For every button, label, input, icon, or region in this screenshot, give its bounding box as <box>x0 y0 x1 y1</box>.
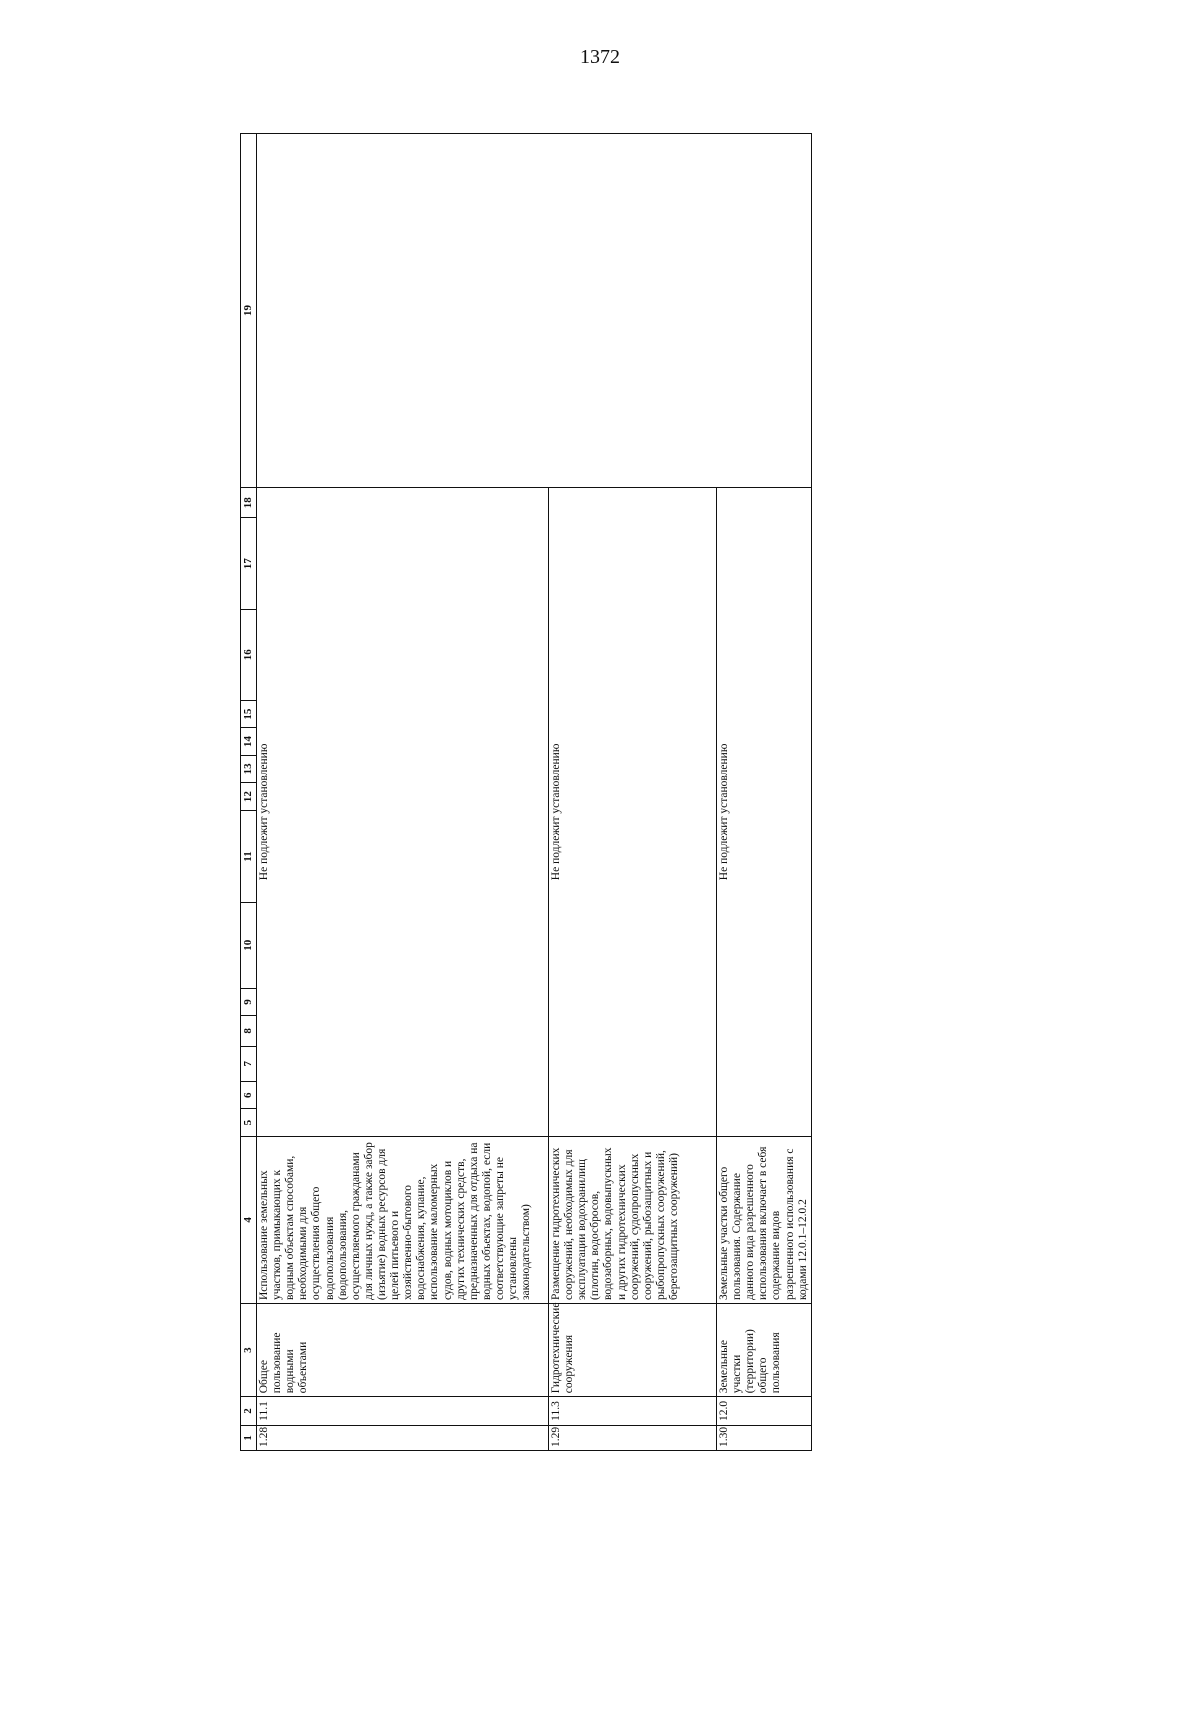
header-cell: 13 <box>241 755 257 782</box>
use-description: Размещение гидротехнических сооружений, необходимых для эксплуатации водохранилищ (плотин, водосбросов, водозаборных, водовыпускных и других гидротехнических сооружений, судопропускных сооружений, рыбозащитных и рыбопропускных сооружений, берегозащитных сооружений) <box>549 1136 717 1303</box>
header-cell: 7 <box>241 1046 257 1081</box>
row-number: 1.30 <box>717 1425 812 1450</box>
header-cell: 12 <box>241 782 257 810</box>
use-name: Земельные участки (территории) общего пользования <box>717 1304 812 1397</box>
header-cell: 17 <box>241 518 257 609</box>
not-applicable-note: Не подлежит установлению <box>717 488 812 1137</box>
header-cell: 8 <box>241 1016 257 1046</box>
header-row <box>241 134 257 1451</box>
header-cell: 18 <box>241 488 257 518</box>
header-cell: 1 <box>241 1425 257 1450</box>
column-19-cell <box>257 134 812 488</box>
use-name: Общее пользование водными объектами <box>257 1304 549 1397</box>
header-cell: 4 <box>241 1136 257 1303</box>
header-cell: 6 <box>241 1082 257 1109</box>
use-code: 11.3 <box>549 1397 717 1425</box>
use-description: Земельные участки общего пользования. Содержание данного вида разрешенного использования включает в себя содержание видов разрешенного использования с кодами 12.0.1–12.0.2 <box>717 1136 812 1303</box>
row-number: 1.28 <box>257 1425 549 1450</box>
table-row <box>257 134 549 1451</box>
header-cell: 10 <box>241 902 257 988</box>
not-applicable-note: Не подлежит установлению <box>549 488 717 1137</box>
header-cell: 2 <box>241 1397 257 1425</box>
land-use-table <box>240 133 812 1451</box>
rotated-table-wrapper <box>240 133 809 1451</box>
row-number: 1.29 <box>549 1425 717 1450</box>
use-name: Гидротехнические сооружения <box>549 1304 717 1397</box>
header-cell: 16 <box>241 609 257 700</box>
page-number: 1372 <box>580 46 620 68</box>
use-description: Использование земельных участков, примыкающих к водным объектам способами, необходимыми для осуществления общего водопользования (водопользования, осуществляемого гражданами для личных нужд, а также забор (изъятие) водных ресурсов для целей питьевого и хозяйственно-бытового водоснабжения, купание, использование маломерных судов, водных мотоциклов и других технических средств, предназначенных для отдыха на водных объектах, водопой, если соответствующие запреты не установлены законодательством) <box>257 1136 549 1303</box>
header-cell: 5 <box>241 1109 257 1136</box>
header-cell: 9 <box>241 988 257 1015</box>
use-code: 12.0 <box>717 1397 812 1425</box>
not-applicable-note: Не подлежит установлению <box>257 488 549 1137</box>
header-cell: 19 <box>241 134 257 488</box>
header-cell: 15 <box>241 700 257 727</box>
header-cell: 11 <box>241 811 257 902</box>
header-cell: 14 <box>241 728 257 755</box>
use-code: 11.1 <box>257 1397 549 1425</box>
header-cell: 3 <box>241 1304 257 1397</box>
